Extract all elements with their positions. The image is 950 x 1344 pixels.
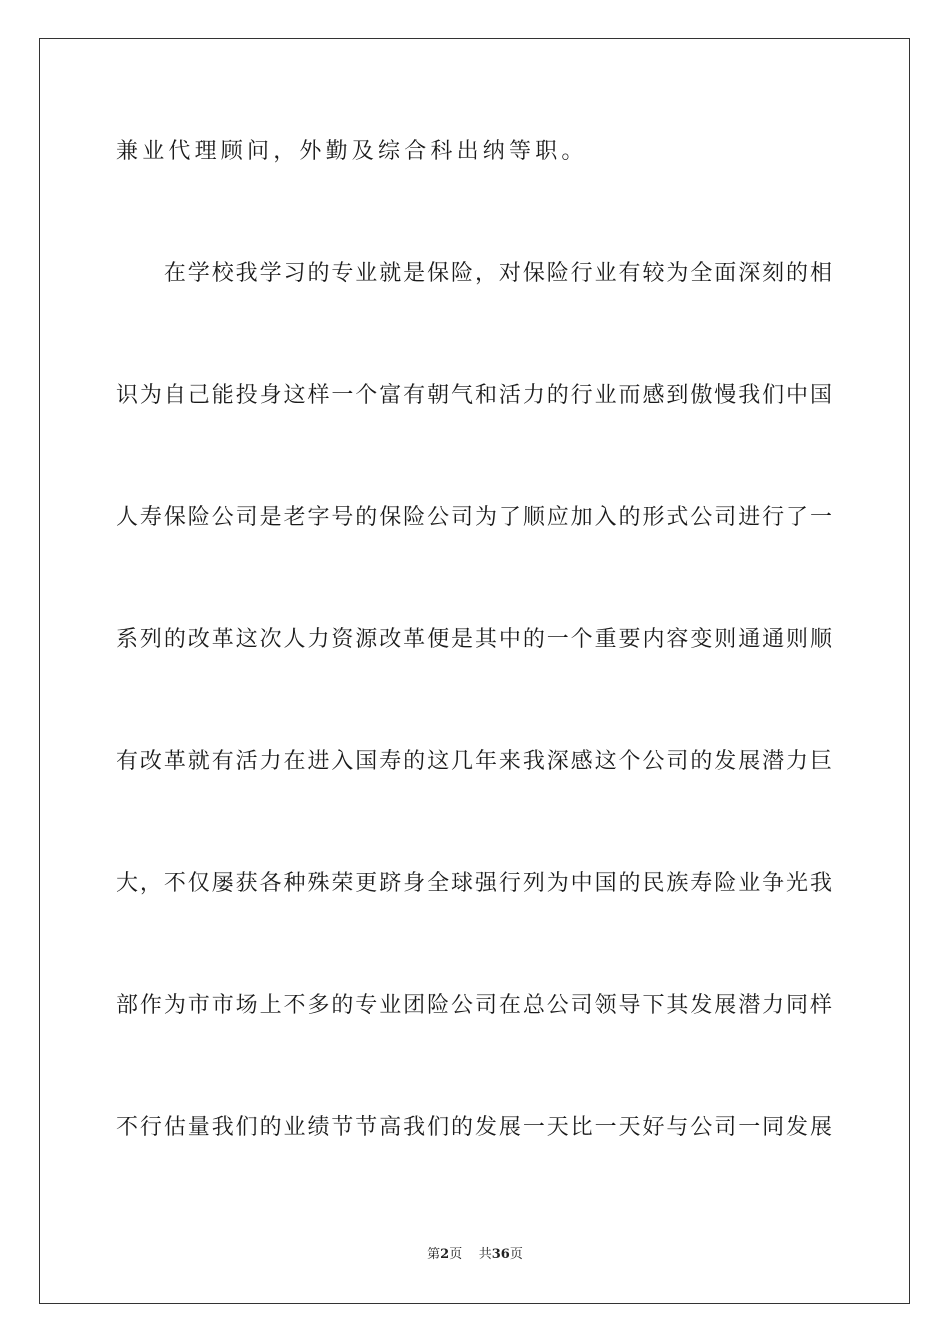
total-prefix: 共 [478, 1247, 492, 1262]
text-line: 大，不仅屡获各种殊荣更跻身全球强行列为中国的民族寿险业争光我 [116, 871, 832, 896]
text-line: 不行估量我们的业绩节节高我们的发展一天比一天好与公司一同发展 [116, 1115, 832, 1140]
page-suffix: 页 [449, 1247, 463, 1262]
text-line: 系列的改革这次人力资源改革便是其中的一个重要内容变则通通则顺 [116, 627, 832, 652]
text-line: 人寿保险公司是老字号的保险公司为了顺应加入的形式公司进行了一 [116, 505, 832, 530]
total-suffix: 页 [509, 1247, 523, 1262]
text-line: 识为自己能投身这样一个富有朝气和活力的行业而感到傲慢我们中国 [116, 383, 832, 408]
text-line: 在学校我学习的专业就是保险，对保险行业有较为全面深刻的相 [116, 261, 832, 286]
page-number: 2 [440, 1247, 450, 1262]
total-pages: 36 [491, 1247, 510, 1262]
page-prefix: 第 [427, 1247, 441, 1262]
page-footer [0, 1246, 950, 1264]
text-line: 有改革就有活力在进入国寿的这几年来我深感这个公司的发展潜力巨 [116, 749, 832, 774]
text-line: 部作为市市场上不多的专业团险公司在总公司领导下其发展潜力同样 [116, 993, 832, 1018]
text-line: 兼业代理顾问，外勤及综合科出纳等职。 [116, 139, 588, 164]
